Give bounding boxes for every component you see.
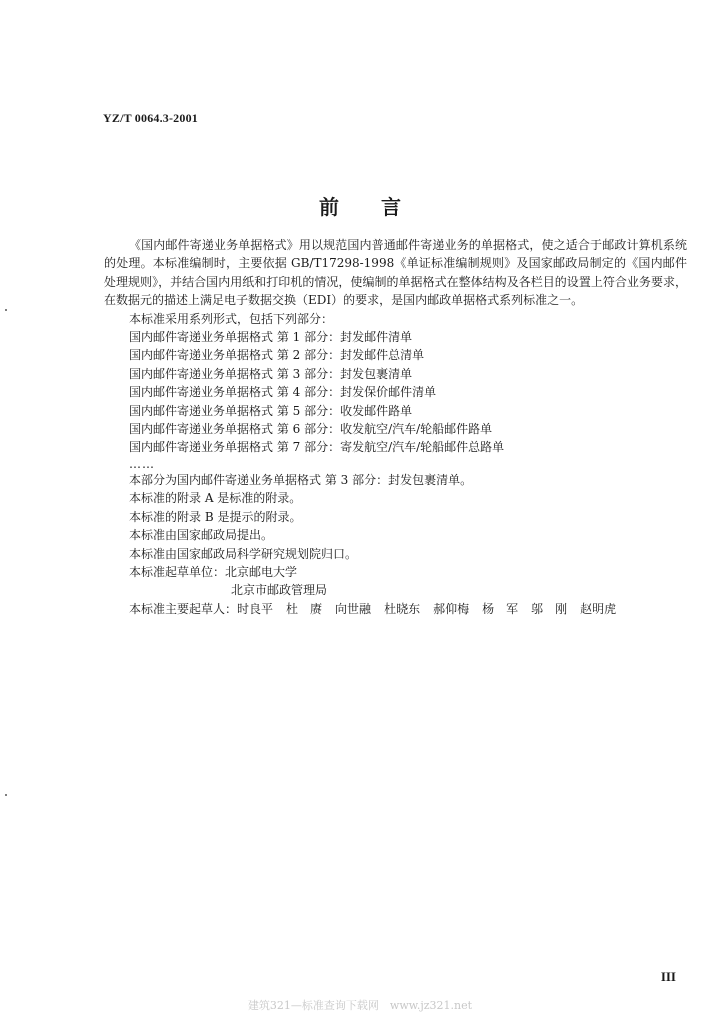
part-item: 国内邮件寄递业务单据格式 第 2 部分：封发邮件总清单 — [129, 348, 425, 363]
title-char-1: 前 — [319, 195, 339, 219]
part-item: 国内邮件寄递业务单据格式 第 6 部分：收发航空/汽车/轮船邮件路单 — [129, 422, 493, 437]
part-item: 国内邮件寄递业务单据格式 第 4 部分：封发保价邮件清单 — [129, 385, 437, 400]
drafter-name: 杨 军 — [482, 601, 519, 616]
part-item: 国内邮件寄递业务单据格式 第 7 部分：寄发航空/汽车/轮船邮件总路单 — [129, 440, 505, 455]
drafting-units — [104, 563, 687, 581]
series-intro: 本标准采用系列形式，包括下列部分： — [129, 311, 334, 326]
drafter-name: 赵明虎 — [580, 601, 617, 616]
drafter-name: 杜 赓 — [286, 601, 323, 616]
appendix-b-note: 本标准的附录 B 是提示的附录。 — [129, 509, 302, 524]
foreword-body — [104, 236, 687, 618]
drafters-label: 本标准主要起草人： — [129, 601, 238, 616]
part-item: 国内邮件寄递业务单据格式 第 3 部分：封发包裹清单 — [129, 366, 413, 381]
drafting-unit: 北京市邮政管理局 — [231, 583, 328, 598]
managed-by: 本标准由国家邮政局科学研究规划院归口。 — [129, 546, 358, 561]
part-item: 国内邮件寄递业务单据格式 第 5 部分：收发邮件路单 — [129, 403, 413, 418]
standard-code: YZ/T 0064.3-2001 — [103, 111, 198, 125]
scan-speck — [5, 794, 7, 796]
intro-paragraph: 《国内邮件寄递业务单据格式》用以规范国内普通邮件寄递业务的单据格式，使之适合于邮政计算机系统的处理。本标准编制时，主要依据 GB/T17298-1998《单证标准编制规则》及国家邮政局制定的《国内邮件处理规则》，并结合国内用纸和打印机的情况，使编制的单据格式在整体结构及各栏目的设置上符合业务要求，在数据元的描述上满足电子数据交换（EDI）的要求，是国内邮政单据格式系列标准之一。 — [104, 238, 687, 308]
scan-speck — [5, 309, 7, 311]
appendix-a-note: 本标准的附录 A 是标准的附录。 — [129, 491, 302, 506]
this-part-statement: 本部分为国内邮件寄递业务单据格式 第 3 部分：封发包裹清单。 — [129, 472, 473, 487]
drafters — [104, 600, 687, 618]
title-char-2: 言 — [381, 195, 401, 219]
drafter-name: 杜晓东 — [384, 601, 421, 616]
page-title — [0, 191, 720, 220]
ellipsis: …… — [129, 456, 155, 471]
drafter-name: 时良平 — [237, 601, 274, 616]
drafter-name: 向世融 — [335, 601, 372, 616]
drafting-units-label: 本标准起草单位： — [129, 564, 226, 579]
drafter-name: 郝仰梅 — [433, 601, 470, 616]
part-item: 国内邮件寄递业务单据格式 第 1 部分：封发邮件清单 — [129, 330, 413, 345]
watermark: 建筑321—标准查询下载网 www.jz321.net — [247, 999, 473, 1012]
page-number: III — [660, 969, 676, 984]
drafting-unit: 北京邮电大学 — [225, 564, 298, 579]
proposed-by: 本标准由国家邮政局提出。 — [129, 528, 274, 543]
drafter-name: 邬 刚 — [531, 601, 568, 616]
